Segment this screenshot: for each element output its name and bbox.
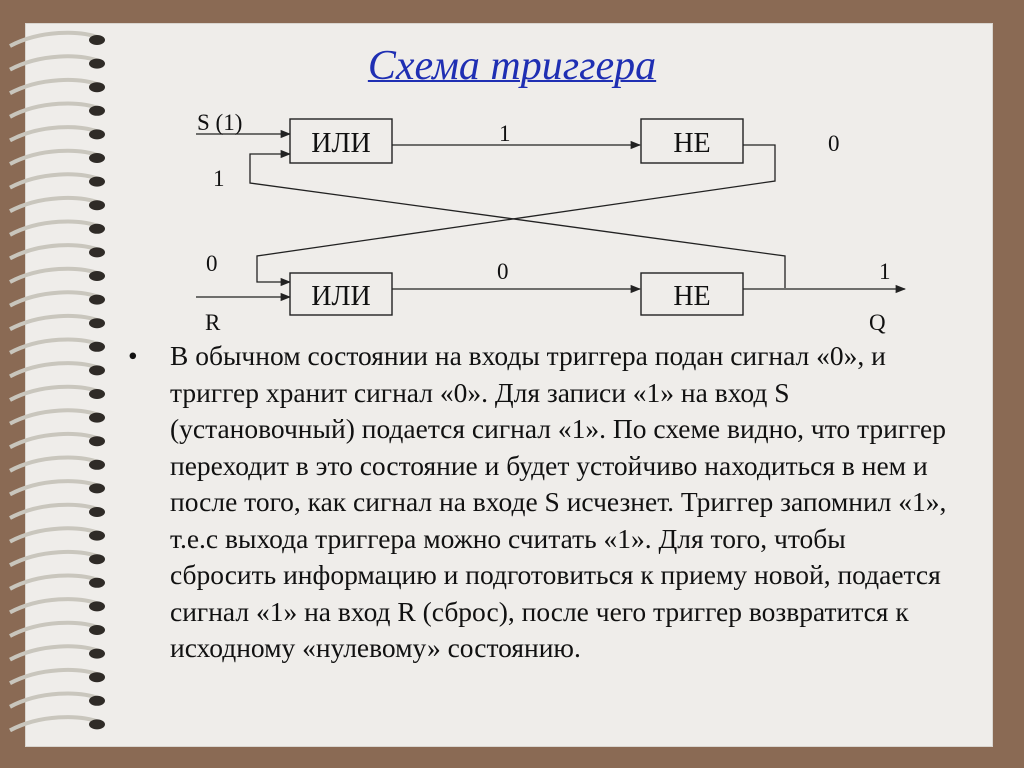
output-q-label: Q	[869, 310, 886, 335]
bottom-not-gate-label: НЕ	[673, 281, 711, 312]
feedback-top-label: 1	[213, 166, 225, 191]
top-not-gate-label: НЕ	[673, 128, 711, 159]
bottom-out-label: 1	[879, 259, 891, 284]
slide-title: Схема триггера	[367, 43, 657, 89]
top-out-label: 0	[828, 131, 840, 156]
wire-top-feedback	[250, 154, 785, 288]
bullet-marker: •	[128, 340, 138, 371]
wire-bottom-feedback	[257, 145, 775, 282]
top-or-gate-label: ИЛИ	[311, 128, 371, 159]
input-r-label: R	[205, 310, 221, 335]
top-mid-label: 1	[499, 121, 511, 146]
description-paragraph: В обычном состоянии на входы триггера подан сигнал «0», и триггер хранит сигнал «0». Для записи «1» на вход S (установочный) подается сигнал «1». По схеме видно, что триггер переходит в это состояние и будет устойчиво находиться в нем и после того, как сигнал на входе S исчезнет. Триггер запомнил «1», т.е.с выхода триггера можно считать «1». Для того, чтобы сбросить информацию и подготовиться к приему новой, подается сигнал «1» на вход R (сброс), после чего триггер возвратится к исходному «нулевому» состоянию.	[170, 340, 947, 663]
bottom-or-gate-label: ИЛИ	[311, 281, 371, 312]
description-block	[128, 338, 948, 667]
feedback-bottom-label: 0	[206, 251, 218, 276]
input-s-label: S (1)	[197, 110, 243, 135]
bottom-mid-label: 0	[497, 259, 509, 284]
